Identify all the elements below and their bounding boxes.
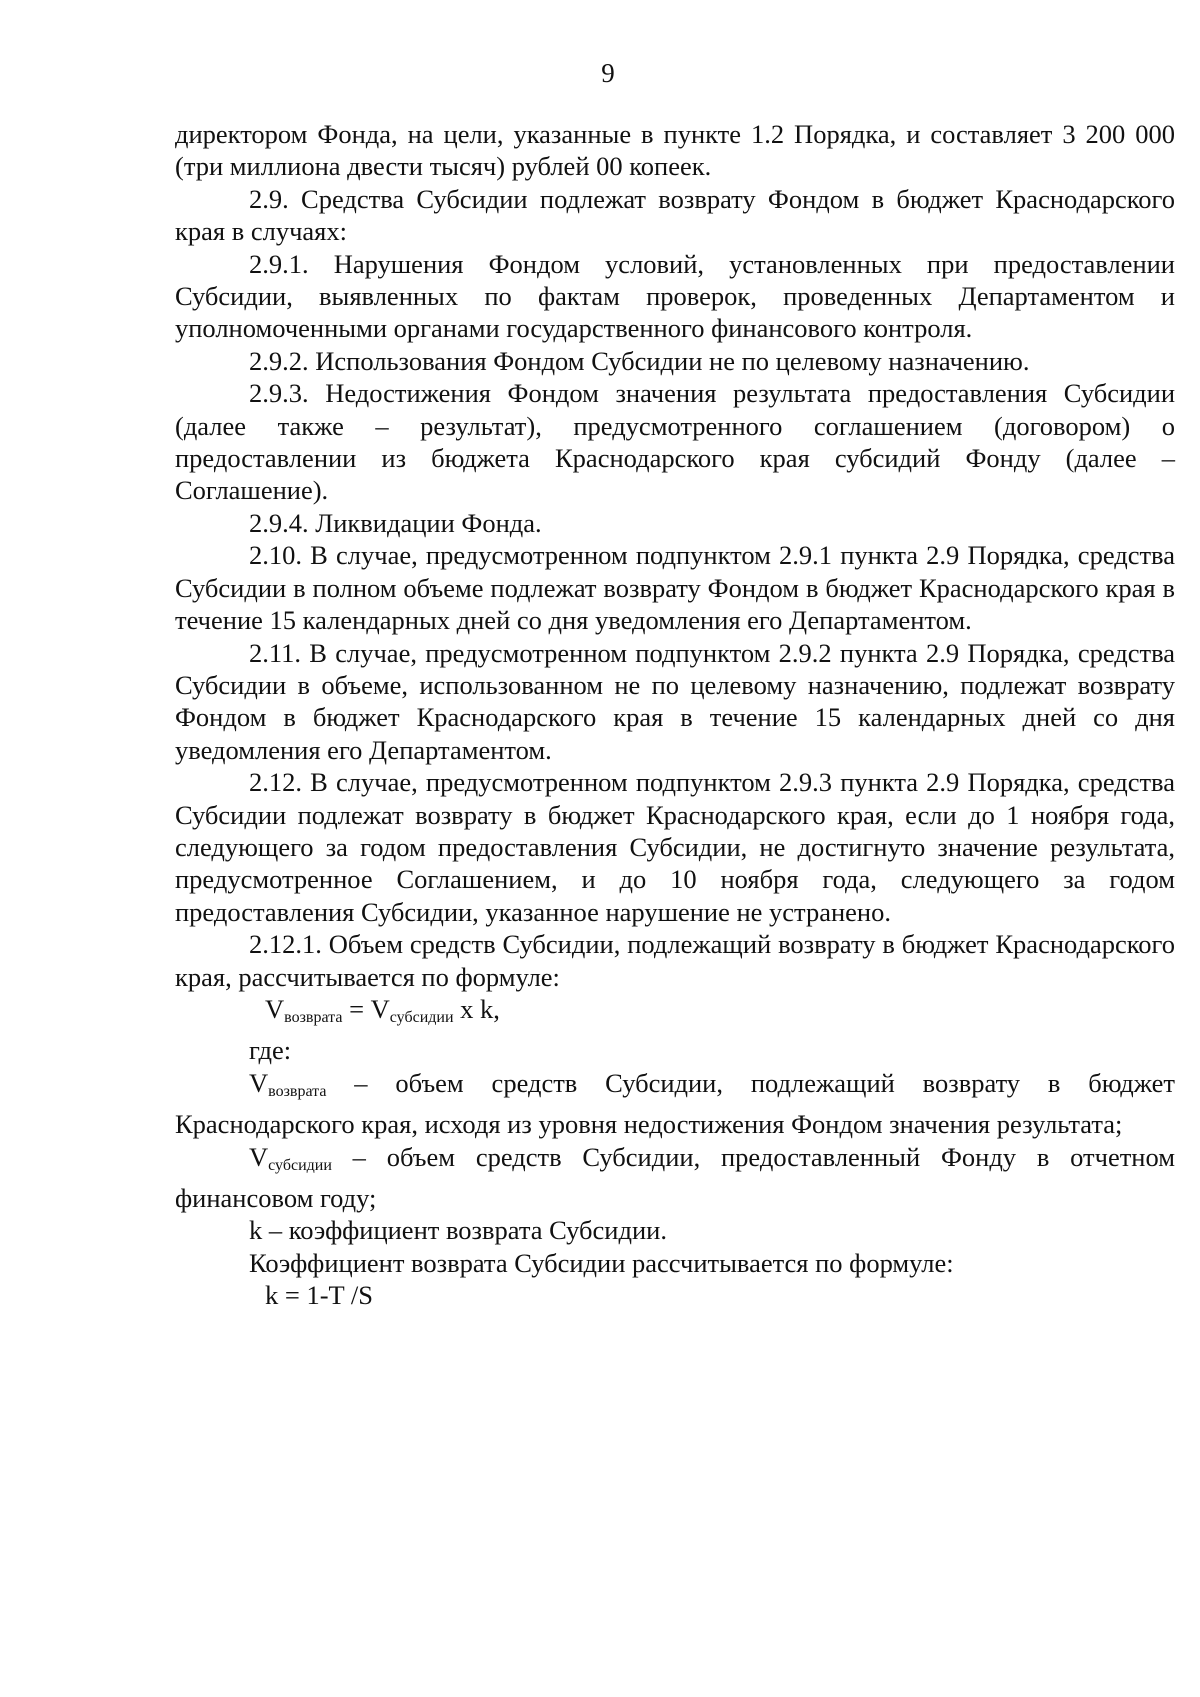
paragraph-2-11: 2.11. В случае, предусмотренном подпунктом 2.9.2 пункта 2.9 Порядка, средства Субсидии в объеме, использованном не по целевому назначению, подлежат возврату Фондом в бюджет Краснодарского края в течение 15 календарных дней со дня уведомления его Департаментом. bbox=[175, 637, 1175, 765]
paragraph-2-10: 2.10. В случае, предусмотренном подпунктом 2.9.1 пункта 2.9 Порядка, средства Субсидии в полном объеме подлежат возврату Фондом в бюджет Краснодарского края в течение 15 календарных дней со дня уведомления его Департаментом. bbox=[175, 540, 1175, 636]
definition-subscript: субсидии bbox=[268, 1156, 332, 1174]
definition-k: k – коэффициент возврата Субсидии. bbox=[249, 1215, 667, 1246]
formula-sub-return: возврата bbox=[284, 1008, 343, 1026]
definition-v-subsidy bbox=[175, 1141, 1175, 1215]
definition-text: – объем средств Субсидии, предоставленный Фонду в отчетном финансовом году; bbox=[175, 1141, 1175, 1213]
paragraph-2-12-1: 2.12.1. Объем средств Субсидии, подлежащий возврату в бюджет Краснодарского края, рассчитывается по формуле: bbox=[175, 929, 1175, 992]
formula-sub-subsidy: субсидии bbox=[389, 1008, 454, 1026]
paragraph-2-9-2: 2.9.2. Использования Фондом Субсидии не по целевому назначению. bbox=[249, 345, 1030, 376]
definition-symbol: V bbox=[249, 1141, 269, 1172]
formula-v: V bbox=[265, 993, 285, 1024]
page-number: 9 bbox=[601, 58, 615, 88]
paragraph-2-9-1: 2.9.1. Нарушения Фондом условий, установленных при предоставлении Субсидии, выявленных по фактам проверок, проведенных Департаментом и уполномоченными органами государственного финансового контроля. bbox=[175, 248, 1175, 344]
paragraph-2-9: 2.9. Средства Субсидии подлежат возврату Фондом в бюджет Краснодарского края в случаях: bbox=[175, 183, 1175, 247]
where-label: где: bbox=[249, 1035, 292, 1066]
paragraph-continuation: директором Фонда, на цели, указанные в пункте 1.2 Порядка, и составляет 3 200 000 (три миллиона двести тысяч) рублей 00 копеек. bbox=[175, 119, 1175, 182]
paragraph-2-9-4: 2.9.4. Ликвидации Фонда. bbox=[249, 507, 542, 538]
formula-coefficient: k = 1-T /S bbox=[265, 1280, 373, 1311]
paragraph-2-9-3: 2.9.3. Недостижения Фондом значения результата предоставления Субсидии (далее также – результат), предусмотренного соглашением (договором) о предоставлении из бюджета Краснодарского края субсидий Фонду (далее – Соглашение). bbox=[175, 378, 1175, 506]
definition-text: – объем средств Субсидии, подлежащий возврату в бюджет Краснодарского края, исходя из уровня недостижения Фондом значения результата; bbox=[175, 1067, 1175, 1140]
definition-subscript: возврата bbox=[268, 1082, 327, 1100]
formula-tail: x k, bbox=[453, 993, 500, 1024]
paragraph-2-12: 2.12. В случае, предусмотренном подпунктом 2.9.3 пункта 2.9 Порядка, средства Субсидии подлежат возврату в бюджет Краснодарского края, если до 1 ноября года, следующего за годом предоставления Субсидии, не достигнуто значение результата, предусмотренное Соглашением, и до 10 ноября года, следующего за годом предоставления Субсидии, указанное нарушение не устранено. bbox=[175, 767, 1175, 927]
coefficient-intro: Коэффициент возврата Субсидии рассчитывается по формуле: bbox=[249, 1247, 954, 1278]
formula-equals: = bbox=[342, 993, 371, 1024]
document-body bbox=[175, 118, 1175, 1312]
definition-symbol: V bbox=[249, 1067, 269, 1098]
formula-v2: V bbox=[370, 993, 390, 1024]
formula-return-volume bbox=[175, 993, 1175, 1034]
definition-v-return bbox=[175, 1067, 1175, 1141]
